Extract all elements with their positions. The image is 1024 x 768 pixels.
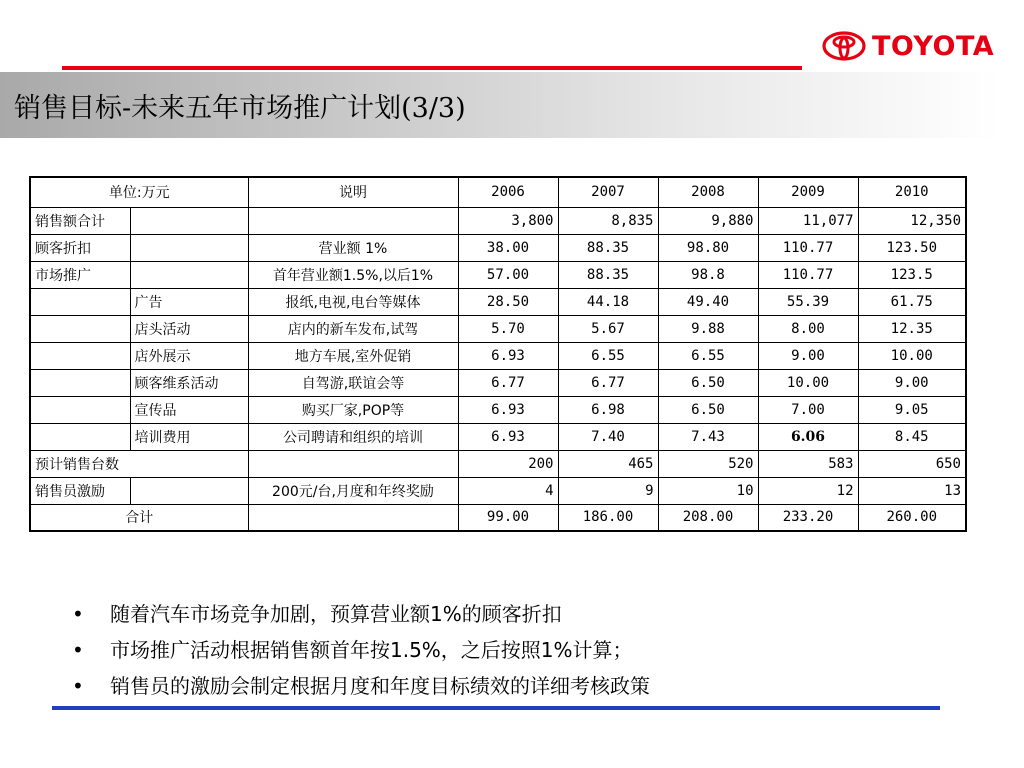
value-cell: 6.98 bbox=[558, 396, 658, 423]
row-desc-cell: 公司聘请和组织的培训 bbox=[248, 423, 458, 450]
row-desc-cell: 首年营业额1.5%,以后1% bbox=[248, 261, 458, 288]
header-red-rule bbox=[62, 66, 802, 70]
row-label-cell bbox=[30, 423, 130, 450]
row-sub-label-cell: 培训费用 bbox=[130, 423, 248, 450]
value-cell: 583 bbox=[758, 450, 858, 477]
row-desc-cell bbox=[248, 504, 458, 531]
value-cell: 465 bbox=[558, 450, 658, 477]
value-cell: 88.35 bbox=[558, 261, 658, 288]
value-cell: 186.00 bbox=[558, 504, 658, 531]
year-header-cell: 2008 bbox=[658, 177, 758, 207]
value-cell: 233.20 bbox=[758, 504, 858, 531]
value-cell: 44.18 bbox=[558, 288, 658, 315]
toyota-wordmark: TOYOTA bbox=[872, 30, 995, 62]
value-cell: 98.8 bbox=[658, 261, 758, 288]
value-cell: 9,880 bbox=[658, 207, 758, 234]
value-cell: 10.00 bbox=[858, 342, 966, 369]
value-cell: 8,835 bbox=[558, 207, 658, 234]
table-header-row bbox=[30, 177, 966, 207]
value-cell: 6.55 bbox=[558, 342, 658, 369]
table-row bbox=[30, 477, 966, 504]
value-cell: 12,350 bbox=[858, 207, 966, 234]
slide-title: 销售目标-未来五年市场推广计划(3/3) bbox=[14, 93, 466, 124]
value-cell: 110.77 bbox=[758, 234, 858, 261]
row-desc-cell bbox=[248, 450, 458, 477]
row-sub-label-cell bbox=[130, 234, 248, 261]
value-cell: 6.93 bbox=[458, 342, 558, 369]
value-cell: 13 bbox=[858, 477, 966, 504]
footer-blue-rule bbox=[52, 706, 940, 710]
unit-header-cell: 单位:万元 bbox=[30, 177, 248, 207]
row-label-cell: 销售额合计 bbox=[30, 207, 130, 234]
value-cell: 28.50 bbox=[458, 288, 558, 315]
row-label-cell bbox=[30, 315, 130, 342]
value-cell: 5.67 bbox=[558, 315, 658, 342]
value-cell: 9 bbox=[558, 477, 658, 504]
value-cell: 6.77 bbox=[458, 369, 558, 396]
value-cell: 49.40 bbox=[658, 288, 758, 315]
value-cell: 7.40 bbox=[558, 423, 658, 450]
value-cell: 3,800 bbox=[458, 207, 558, 234]
value-cell: 11,077 bbox=[758, 207, 858, 234]
value-cell: 6.06 bbox=[758, 423, 858, 450]
bullet-dot-icon: • bbox=[72, 674, 84, 698]
value-cell: 99.00 bbox=[458, 504, 558, 531]
value-cell: 260.00 bbox=[858, 504, 966, 531]
row-desc-cell: 200元/台,月度和年终奖励 bbox=[248, 477, 458, 504]
row-label-cell bbox=[30, 369, 130, 396]
toyota-emblem-icon bbox=[822, 31, 866, 61]
table-row bbox=[30, 423, 966, 450]
value-cell: 8.00 bbox=[758, 315, 858, 342]
bullet-dot-icon: • bbox=[72, 602, 84, 626]
row-sub-label-cell: 顾客维系活动 bbox=[130, 369, 248, 396]
value-cell: 12 bbox=[758, 477, 858, 504]
value-cell: 55.39 bbox=[758, 288, 858, 315]
row-label-cell: 市场推广 bbox=[30, 261, 130, 288]
value-cell: 7.43 bbox=[658, 423, 758, 450]
row-sub-label-cell bbox=[130, 261, 248, 288]
value-cell: 61.75 bbox=[858, 288, 966, 315]
row-desc-cell: 购买厂家,POP等 bbox=[248, 396, 458, 423]
value-cell: 88.35 bbox=[558, 234, 658, 261]
value-cell: 10 bbox=[658, 477, 758, 504]
row-label-cell bbox=[30, 396, 130, 423]
row-desc-cell: 报纸,电视,电台等媒体 bbox=[248, 288, 458, 315]
value-cell: 200 bbox=[458, 450, 558, 477]
row-label-cell: 顾客折扣 bbox=[30, 234, 130, 261]
row-desc-cell: 店内的新车发布,试驾 bbox=[248, 315, 458, 342]
value-cell: 7.00 bbox=[758, 396, 858, 423]
row-label-cell: 预计销售台数 bbox=[30, 450, 248, 477]
value-cell: 8.45 bbox=[858, 423, 966, 450]
value-cell: 6.93 bbox=[458, 396, 558, 423]
value-cell: 57.00 bbox=[458, 261, 558, 288]
notes-list bbox=[72, 596, 650, 704]
value-cell: 123.5 bbox=[858, 261, 966, 288]
row-desc-cell: 自驾游,联谊会等 bbox=[248, 369, 458, 396]
note-item bbox=[72, 596, 650, 632]
year-header-cell: 2006 bbox=[458, 177, 558, 207]
year-header-cell: 2007 bbox=[558, 177, 658, 207]
desc-header-cell: 说明 bbox=[248, 177, 458, 207]
value-cell: 5.70 bbox=[458, 315, 558, 342]
value-cell: 208.00 bbox=[658, 504, 758, 531]
row-sub-label-cell: 宣传品 bbox=[130, 396, 248, 423]
table-row bbox=[30, 396, 966, 423]
budget-table bbox=[29, 176, 967, 532]
value-cell: 9.00 bbox=[858, 369, 966, 396]
note-text: 市场推广活动根据销售额首年按1.5%，之后按照1%计算； bbox=[110, 638, 633, 662]
table-row bbox=[30, 450, 966, 477]
year-header-cell: 2010 bbox=[858, 177, 966, 207]
value-cell: 110.77 bbox=[758, 261, 858, 288]
value-cell: 6.55 bbox=[658, 342, 758, 369]
note-item bbox=[72, 668, 650, 704]
value-cell: 4 bbox=[458, 477, 558, 504]
value-cell: 520 bbox=[658, 450, 758, 477]
toyota-logo bbox=[822, 28, 994, 64]
row-label-cell bbox=[30, 342, 130, 369]
row-label-cell: 合计 bbox=[30, 504, 248, 531]
row-desc-cell bbox=[248, 207, 458, 234]
value-cell: 123.50 bbox=[858, 234, 966, 261]
row-label-cell bbox=[30, 288, 130, 315]
row-desc-cell: 地方车展,室外促销 bbox=[248, 342, 458, 369]
row-sub-label-cell bbox=[130, 477, 248, 504]
value-cell: 98.80 bbox=[658, 234, 758, 261]
row-sub-label-cell: 店外展示 bbox=[130, 342, 248, 369]
row-sub-label-cell bbox=[130, 207, 248, 234]
note-text: 销售员的激励会制定根据月度和年度目标绩效的详细考核政策 bbox=[110, 674, 650, 698]
value-cell: 6.50 bbox=[658, 369, 758, 396]
table-row bbox=[30, 261, 966, 288]
year-header-cell: 2009 bbox=[758, 177, 858, 207]
table-row bbox=[30, 315, 966, 342]
table-row bbox=[30, 288, 966, 315]
note-item bbox=[72, 632, 650, 668]
value-cell: 10.00 bbox=[758, 369, 858, 396]
value-cell: 38.00 bbox=[458, 234, 558, 261]
value-cell: 12.35 bbox=[858, 315, 966, 342]
bullet-dot-icon: • bbox=[72, 638, 84, 662]
table-row bbox=[30, 369, 966, 396]
table-row bbox=[30, 234, 966, 261]
value-cell: 6.77 bbox=[558, 369, 658, 396]
table-row bbox=[30, 504, 966, 531]
row-sub-label-cell: 广告 bbox=[130, 288, 248, 315]
row-desc-cell: 营业额 1% bbox=[248, 234, 458, 261]
value-cell: 9.05 bbox=[858, 396, 966, 423]
table-row bbox=[30, 342, 966, 369]
value-cell: 6.50 bbox=[658, 396, 758, 423]
table-row bbox=[30, 207, 966, 234]
row-label-cell: 销售员激励 bbox=[30, 477, 130, 504]
value-cell: 6.93 bbox=[458, 423, 558, 450]
note-text: 随着汽车市场竞争加剧，预算营业额1%的顾客折扣 bbox=[110, 602, 562, 626]
value-cell: 9.88 bbox=[658, 315, 758, 342]
value-cell: 9.00 bbox=[758, 342, 858, 369]
row-sub-label-cell: 店头活动 bbox=[130, 315, 248, 342]
value-cell: 650 bbox=[858, 450, 966, 477]
